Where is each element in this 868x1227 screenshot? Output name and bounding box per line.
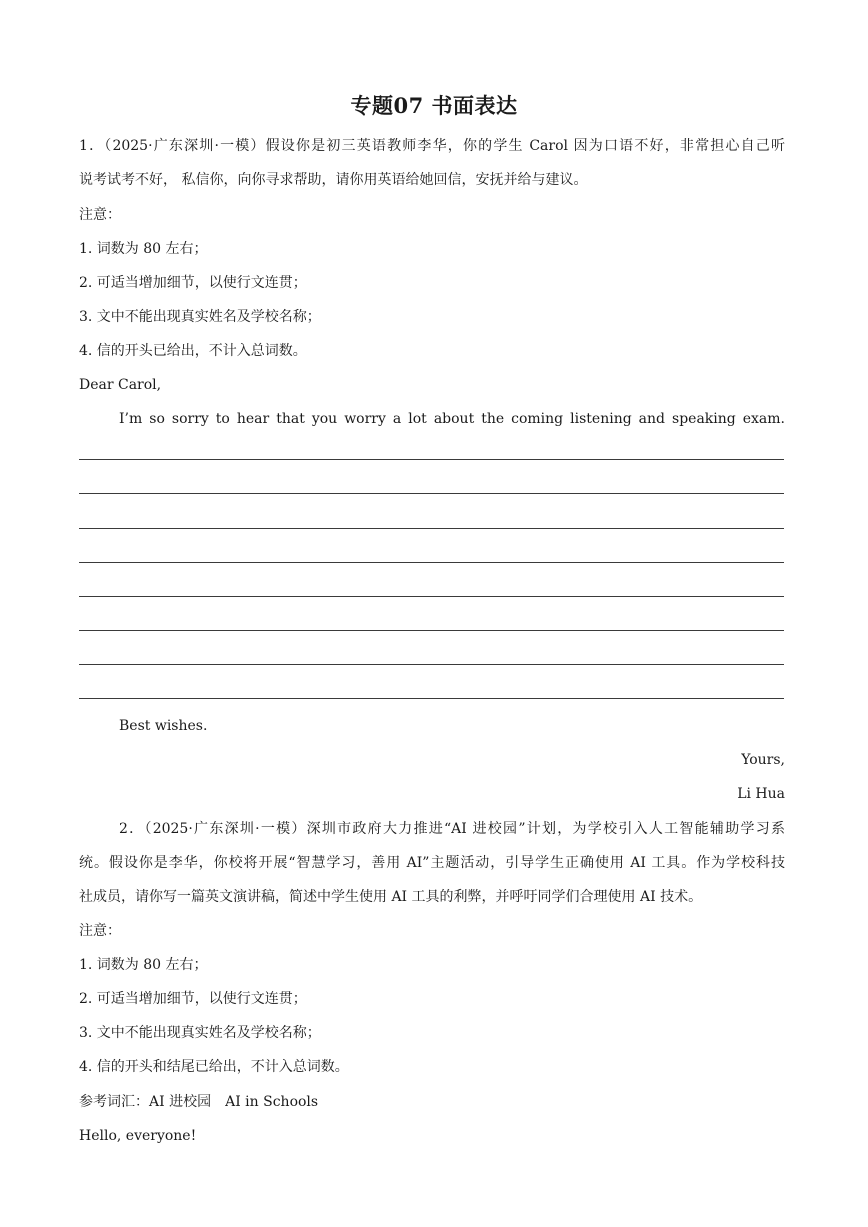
q1-letter-closing: Best wishes. — [119, 718, 208, 734]
q1-letter-greeting: Dear Carol, — [79, 377, 162, 393]
q1-note-2: 2. 可适当增加细节，以使行文连贯； — [79, 275, 307, 291]
answer-line — [79, 459, 784, 460]
answer-line — [79, 562, 784, 563]
q2-speech-greeting: Hello, everyone! — [79, 1128, 197, 1144]
answer-line — [79, 698, 784, 699]
q2-note-1: 1. 词数为 80 左右； — [79, 957, 208, 973]
q2-note-3: 3. 文中不能出现真实姓名及学校名称； — [79, 1025, 321, 1041]
q1-notice-label: 注意： — [79, 207, 121, 223]
answer-line — [79, 596, 784, 597]
q1-stem-line-1: 1．（2025·广东深圳·一模）假设你是初三英语教师李华，你的学生 Carol 因为口语不好，非常担心自己听 — [79, 138, 785, 154]
q2-vocab: 参考词汇：AI 进校园 AI in Schools — [79, 1094, 319, 1110]
q2-note-2: 2. 可适当增加细节，以使行文连贯； — [79, 991, 307, 1007]
q1-stem-line-2: 说考试考不好， 私信你，向你寻求帮助，请你用英语给她回信，安抚并给与建议。 — [79, 172, 588, 188]
answer-line — [79, 493, 784, 494]
document-title: 专题07 书面表达 — [350, 93, 518, 118]
q2-notice-label: 注意： — [79, 923, 121, 939]
q2-stem-line-1: 2．（2025·广东深圳·一模）深圳市政府大力推进“AI 进校园”计划，为学校引入人工智能辅助学习系 — [119, 821, 785, 837]
q1-letter-signoff: Yours, — [741, 752, 785, 768]
q1-letter-opening: I’m so sorry to hear that you worry a lot about the coming listening and speaking exam. — [119, 411, 785, 427]
answer-line — [79, 664, 784, 665]
q2-note-4: 4. 信的开头和结尾已给出，不计入总词数。 — [79, 1059, 349, 1075]
answer-line — [79, 630, 784, 631]
q1-letter-signature: Li Hua — [737, 786, 785, 802]
q2-stem-line-3: 社成员，请你写一篇英文演讲稿，简述中学生使用 AI 工具的利弊，并呼吁同学们合理使用 AI 技术。 — [79, 889, 703, 905]
answer-line — [79, 528, 784, 529]
q1-note-1: 1. 词数为 80 左右； — [79, 241, 208, 257]
q2-stem-line-2: 统。假设你是李华，你校将开展“智慧学习，善用 AI”主题活动，引导学生正确使用 AI 工具。作为学校科技 — [79, 855, 785, 871]
q1-note-3: 3. 文中不能出现真实姓名及学校名称； — [79, 309, 321, 325]
q1-note-4: 4. 信的开头已给出，不计入总词数。 — [79, 343, 307, 359]
